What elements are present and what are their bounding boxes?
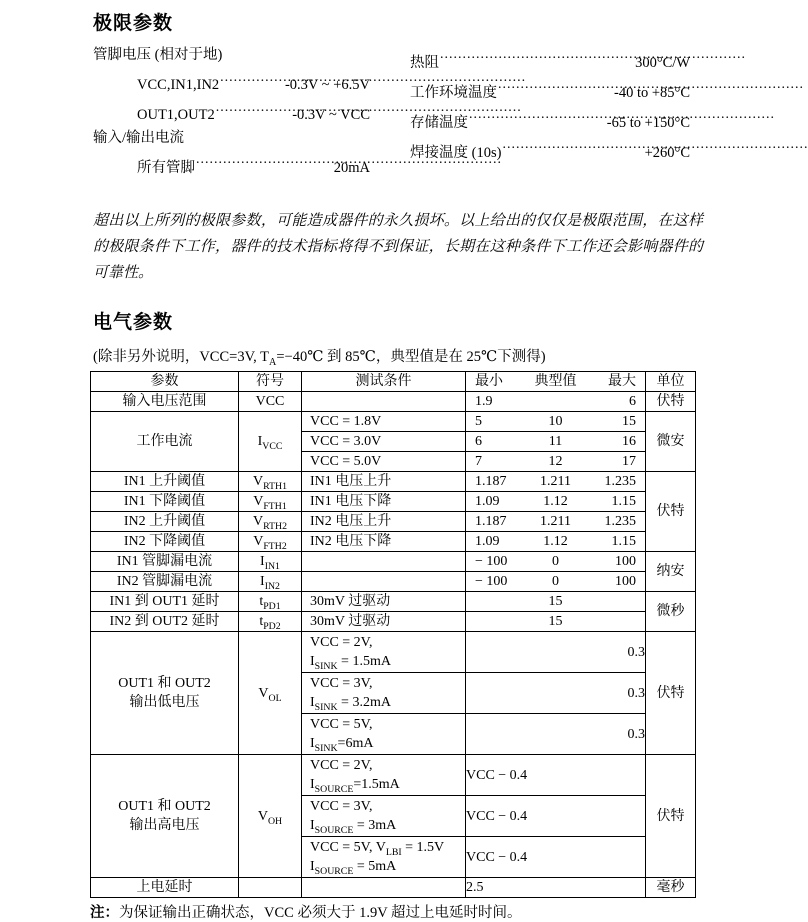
rating-row (93, 149, 370, 179)
min-value: 1.187 (475, 514, 507, 529)
table-row (91, 612, 696, 632)
table-header-row (91, 372, 696, 392)
table-row (91, 572, 696, 592)
table-row (91, 755, 696, 796)
rating-label: 焊接温度 (10s) (410, 144, 502, 161)
rating-value: -0.3V ~ +6.5V (284, 77, 370, 93)
condition-cell: VCC = 5V, $V_{LBI} = 1.5V$ $I_{SOURCE} = 5mA$ (302, 837, 466, 878)
symbol-cell: $I_{VCC}$ (239, 412, 302, 472)
symbol-cell: $t_{PD2}$ (239, 612, 302, 632)
rating-row (93, 44, 370, 67)
condition-cell: 30mV 过驱动 (302, 592, 466, 612)
values-cell: 0.3 (466, 714, 646, 755)
condition-cell: VCC = 1.8V (302, 412, 466, 432)
table-row (91, 632, 696, 673)
unit-cell: 微安 (646, 412, 696, 472)
header-min: 最小 (475, 374, 503, 389)
condition-cell (302, 878, 466, 898)
typ-value: 0 (551, 554, 559, 569)
typ-value: 1.211 (540, 474, 571, 489)
values-cell: 0.3 (466, 632, 646, 673)
values-cell: 15 (466, 612, 646, 632)
values-cell (466, 532, 646, 552)
header-typ: 典型值 (534, 374, 577, 389)
values-cell: 2.5 (466, 878, 646, 898)
rating-label: 工作环境温度 (410, 84, 497, 101)
dot-leader (216, 97, 291, 120)
values-cell (466, 472, 646, 492)
condition-cell: IN2 电压上升 (302, 512, 466, 532)
min-value: 1.187 (475, 474, 507, 489)
rating-value: -40 to +85°C (613, 84, 690, 101)
ratings-left-column (93, 44, 370, 179)
condition-cell (302, 552, 466, 572)
condition-cell: VCC = 3.0V (302, 432, 466, 452)
header-param: 参数 (91, 372, 239, 392)
table-row (91, 412, 696, 432)
table-row (91, 392, 696, 412)
electrical-parameters-table (90, 371, 696, 898)
typ-value: 1.12 (543, 534, 568, 549)
header-min-typ-max (466, 372, 646, 392)
max-value: 100 (615, 554, 636, 569)
condition-cell: IN1 电压下降 (302, 492, 466, 512)
condition-cell: VCC = 2V, $I_{SOURCE}=1.5mA$ (302, 755, 466, 796)
min-value: 6 (475, 434, 482, 449)
max-value: 6 (629, 394, 636, 409)
dot-leader (196, 149, 333, 172)
condition-cell: VCC = 3V, $I_{SOURCE} = 3mA$ (302, 796, 466, 837)
min-value: 5 (475, 414, 482, 429)
symbol-cell: $V_{RTH1}$ (239, 472, 302, 492)
symbol-cell: $I_{IN1}$ (239, 552, 302, 572)
rating-row (93, 67, 370, 97)
max-value: 16 (622, 434, 636, 449)
unit-cell: 伏特 (646, 632, 696, 755)
dot-leader (502, 134, 643, 157)
dot-leader (440, 44, 634, 67)
unit-cell: 毫秒 (646, 878, 696, 898)
rating-value: 20mA (333, 159, 370, 176)
param-cell: 工作电流 (91, 412, 239, 472)
condition-cell: VCC = 5.0V (302, 452, 466, 472)
rating-value: -65 to +150°C (606, 114, 690, 131)
condition-cell: VCC = 5V, $I_{SINK}=6mA$ (302, 714, 466, 755)
max-value: 1.235 (604, 514, 636, 529)
typ-value: 12 (548, 454, 563, 469)
param-cell: IN1 到 OUT1 延时 (91, 592, 239, 612)
condition-cell: VCC = 3V, $I_{SINK} = 3.2mA$ (302, 673, 466, 714)
max-value: 15 (622, 414, 636, 429)
values-cell (466, 512, 646, 532)
table-row (91, 492, 696, 512)
rating-row (93, 127, 370, 150)
values-cell (466, 392, 646, 412)
typ-value: 1.211 (540, 514, 571, 529)
symbol-cell: $V_{FTH1}$ (239, 492, 302, 512)
typ-value: 11 (548, 434, 563, 449)
max-value: 1.15 (611, 494, 636, 509)
rating-value: 300°C/W (635, 54, 690, 71)
header-unit: 单位 (646, 372, 696, 392)
dot-leader (469, 104, 606, 127)
condition-cell: IN2 电压下降 (302, 532, 466, 552)
values-cell: VCC − 0.4 (466, 755, 646, 796)
table-footnote (90, 901, 703, 922)
unit-cell: 纳安 (646, 552, 696, 592)
values-cell (466, 492, 646, 512)
max-value: 1.235 (604, 474, 636, 489)
rating-label: VCC,IN1,IN2 (137, 77, 220, 93)
symbol-cell: $I_{IN2}$ (239, 572, 302, 592)
rating-label: 所有管脚 (137, 159, 195, 176)
rating-value: +260°C (644, 144, 690, 161)
param-cell: 输入电压范围 (91, 392, 239, 412)
table-row (91, 512, 696, 532)
values-cell (466, 432, 646, 452)
condition-cell (302, 572, 466, 592)
values-cell: VCC − 0.4 (466, 796, 646, 837)
symbol-cell: VCC (239, 392, 302, 412)
values-cell: 15 (466, 592, 646, 612)
symbol-cell: $t_{PD1}$ (239, 592, 302, 612)
table-row (91, 552, 696, 572)
param-cell: 上电延时 (91, 878, 239, 898)
footnote-text: 为保证输出正确状态，VCC 必须大于 1.9V 超过上电延时时间。 (119, 905, 522, 921)
unit-cell: 伏特 (646, 472, 696, 552)
test-conditions-line: (除非另外说明，VCC=3V, $T_A=-40℃$ 到 85℃，典型值是在 25℃下测得) (93, 349, 546, 368)
max-value: 100 (615, 574, 636, 589)
values-cell: 0.3 (466, 673, 646, 714)
param-cell: IN2 下降阈值 (91, 532, 239, 552)
symbol-cell: $V_{FTH2}$ (239, 532, 302, 552)
unit-cell: 微秒 (646, 592, 696, 632)
symbol-cell: $V_{RTH2}$ (239, 512, 302, 532)
condition-cell: 30mV 过驱动 (302, 612, 466, 632)
rating-label: 管脚电压 (相对于地) (93, 47, 223, 63)
param-cell: IN2 到 OUT2 延时 (91, 612, 239, 632)
footnote-label: 注： (90, 905, 119, 921)
rating-label: OUT1,OUT2 (137, 107, 215, 123)
electrical-section-title: 电气参数 (93, 312, 174, 333)
unit-cell: 伏特 (646, 392, 696, 412)
min-value: 1.09 (475, 494, 500, 509)
unit-cell: 伏特 (646, 755, 696, 878)
typ-value: 1.12 (543, 494, 568, 509)
symbol-cell (239, 878, 302, 898)
symbol-cell: $V_{OH}$ (239, 755, 302, 878)
table-row (91, 592, 696, 612)
min-value: 7 (475, 454, 482, 469)
header-condition: 测试条件 (302, 372, 466, 392)
rating-row (93, 97, 370, 127)
min-value: − 100 (475, 574, 508, 589)
limits-warning-paragraph: 超出以上所列的极限参数，可能造成器件的永久损坏。以上给出的仅仅是极限范围，在这样的极限条件下工作，器件的技术指标将得不到保证，长期在这种条件下工作还会影响器件的可靠性。 (93, 213, 703, 281)
max-value: 1.15 (611, 534, 636, 549)
absolute-maximum-ratings (93, 44, 703, 179)
symbol-cell: $V_{OL}$ (239, 632, 302, 755)
table-row (91, 878, 696, 898)
param-cell: IN1 上升阈值 (91, 472, 239, 492)
table-row (91, 472, 696, 492)
param-cell: IN2 管脚漏电流 (91, 572, 239, 592)
rating-value: -0.3V ~ VCC (292, 107, 370, 123)
condition-cell: IN1 电压上升 (302, 472, 466, 492)
condition-cell (302, 392, 466, 412)
min-value: − 100 (475, 554, 508, 569)
limits-section-title: 极限参数 (93, 13, 174, 34)
header-max: 最大 (608, 374, 636, 389)
dot-leader (220, 67, 284, 90)
values-cell (466, 452, 646, 472)
dot-leader (498, 74, 613, 97)
values-cell (466, 552, 646, 572)
table-row (91, 532, 696, 552)
param-cell: IN1 管脚漏电流 (91, 552, 239, 572)
header-symbol: 符号 (239, 372, 302, 392)
rating-label: 输入/输出电流 (93, 129, 185, 146)
param-cell: IN1 下降阈值 (91, 492, 239, 512)
max-value: 17 (622, 454, 636, 469)
typ-value: 10 (548, 414, 563, 429)
param-cell: IN2 上升阈值 (91, 512, 239, 532)
condition-cell: VCC = 2V, $I_{SINK} = 1.5mA$ (302, 632, 466, 673)
rating-label: 存储温度 (410, 114, 468, 131)
min-value: 1.9 (475, 394, 493, 409)
rating-label: 热阻 (410, 54, 439, 71)
min-value: 1.09 (475, 534, 500, 549)
values-cell: VCC − 0.4 (466, 837, 646, 878)
param-cell: OUT1 和 OUT2 输出高电压 (91, 755, 239, 878)
typ-value: 0 (551, 574, 559, 589)
values-cell (466, 412, 646, 432)
values-cell (466, 572, 646, 592)
param-cell: OUT1 和 OUT2 输出低电压 (91, 632, 239, 755)
